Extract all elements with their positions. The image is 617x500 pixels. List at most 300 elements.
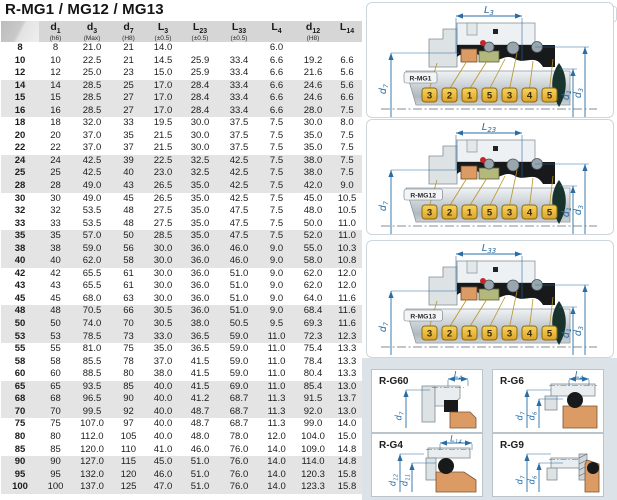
value-cell: 66 [112,305,145,318]
value-cell: 36.0 [181,243,219,256]
value-cell: 13.3 [337,355,357,367]
row-label-cell: 8 [17,42,23,53]
svg-text:d7: $d_7$ [515,475,527,485]
value-cell: 23.0 [145,167,181,180]
table-body [1,42,362,494]
value-cell: 9.0 [269,292,284,304]
value-cell: 80 [123,368,134,380]
value-cell: 7.5 [259,180,294,193]
svg-text:R-MG13: R-MG13 [410,313,437,321]
value-cell: 88.5 [82,368,102,380]
table-row [1,130,362,143]
row-label-cell: 16 [1,105,39,118]
svg-text:d1: $d_1$ [561,89,573,101]
svg-text:d6: $d_6$ [527,475,539,485]
column-header: $L_3$ (±0.5) [145,21,181,42]
value-cell: 51.0 [181,481,219,494]
value-cell: 21.5 [153,142,173,154]
value-cell: 28 [39,180,72,193]
value-cell: 7.5 [259,167,294,180]
value-cell: 23 [123,67,134,79]
value-cell: 21.6 [303,67,323,79]
row-label-cell: 100 [1,481,39,494]
value-cell: 24.6 [294,92,332,105]
value-cell: 75 [50,418,61,430]
row-label-cell: 85 [14,443,26,455]
seal-cross-section-drawing [367,3,613,117]
value-cell: 120.3 [294,469,332,482]
value-cell: 51.0 [181,456,219,469]
seal-diagram-rmg12 [366,119,614,235]
value-cell: 6.6 [259,92,294,105]
value-cell: 28.0 [294,105,332,118]
value-cell: 36.5 [190,343,210,355]
svg-text:5: 5 [486,90,493,102]
svg-text:R-G9: R-G9 [500,440,524,451]
value-cell: 43 [112,180,145,193]
value-cell: 38.0 [294,155,332,168]
row-label-cell: 70 [1,406,39,419]
value-cell: 14.0 [259,481,294,494]
value-cell: 104.0 [301,430,325,442]
value-cell: 69.0 [219,381,259,394]
svg-text:3: 3 [506,90,513,102]
row-label-cell: 20 [14,129,26,141]
row-label-cell: 25 [1,167,39,180]
value-cell: 28.5 [72,80,112,93]
value-cell: 76.0 [229,443,249,455]
value-cell: 81.0 [82,343,102,355]
value-cell: 45 [50,292,61,304]
seat-detail-rg9 [492,433,604,497]
value-cell: 7.5 [269,129,284,141]
value-cell: 14.0 [267,443,286,455]
value-cell: 27 [112,105,145,118]
value-cell: 50 [39,318,72,331]
svg-text:L4: $L_4$ [574,370,584,382]
value-cell: 45 [123,192,134,204]
value-cell: 35.0 [153,343,173,355]
value-cell: 33.4 [219,105,259,118]
value-cell: 7.5 [269,205,284,217]
svg-text:R-G60: R-G60 [379,376,409,387]
table-row [1,67,362,80]
value-cell: 70 [112,318,145,331]
svg-text:R-MG12: R-MG12 [410,192,437,200]
svg-text:4: 4 [526,90,533,102]
svg-text:2: 2 [446,207,453,219]
table-row [1,268,362,281]
value-cell: 65 [39,381,72,394]
value-cell: 36.0 [181,305,219,318]
value-cell: 90 [112,393,145,406]
value-cell: 24 [39,155,72,168]
value-cell: 32.5 [181,155,219,168]
value-cell: 38.0 [181,318,219,331]
value-cell: 105 [120,430,137,442]
column-header: $L_{23}$ (±0.5) [181,21,219,42]
svg-text:d1: $d_1$ [561,327,573,339]
table-row [1,92,362,105]
value-cell: 62.0 [303,280,323,292]
value-cell: 59.0 [229,355,249,367]
svg-text:5: 5 [546,207,553,219]
value-cell: 93.5 [72,381,112,394]
value-cell: 18 [50,117,61,129]
value-cell: 41.5 [190,368,210,380]
svg-text:d7: $d_7$ [394,411,406,421]
value-cell: 61 [123,280,134,292]
svg-text:R-G4: R-G4 [379,440,403,451]
value-cell: 50 [112,230,145,243]
seal-cross-section-drawing [367,241,613,355]
value-cell: 6.6 [269,54,284,66]
value-cell: 11.6 [332,305,362,318]
header-row [1,21,362,42]
value-cell: 7.5 [332,155,362,168]
svg-text:1: 1 [466,207,473,219]
table-row [1,481,362,494]
value-cell: 47.5 [219,230,259,243]
value-cell: 9.0 [259,255,294,268]
value-cell: 6.6 [332,92,362,105]
value-cell: 6.6 [259,105,294,118]
value-cell: 19.5 [153,117,173,129]
column-header: $d_{12}$ (H8) [294,21,332,42]
table-row [1,155,362,168]
value-cell: 37 [123,142,134,154]
value-cell: 43 [50,280,61,292]
value-cell: 25 [39,167,72,180]
value-cell: 11.3 [259,406,294,419]
svg-text:3: 3 [506,328,513,340]
value-cell: 73 [112,331,145,344]
svg-text:2: 2 [446,90,453,102]
table-row [1,42,362,55]
value-cell: 75 [123,343,134,355]
value-cell: 14.0 [259,469,294,482]
value-cell: 115 [112,456,145,469]
row-label-cell: 75 [14,418,26,430]
value-cell: 42 [50,267,61,279]
value-cell: 91.5 [294,393,332,406]
value-cell: 55.0 [294,243,332,256]
value-cell: 25.9 [190,67,210,79]
table-row [1,142,362,155]
value-cell: 76.0 [219,456,259,469]
value-cell: 63 [123,292,134,304]
value-cell: 37.5 [229,142,249,154]
table-row [1,368,362,381]
value-cell: 58.0 [294,255,332,268]
seal-diagram-rmg1 [366,2,614,118]
table-row [1,406,362,419]
value-cell: 21 [123,42,134,53]
table-row [1,218,362,231]
value-cell: 37.5 [229,129,249,141]
value-cell: 30.0 [190,117,210,129]
value-cell: 41.5 [181,381,219,394]
row-label-cell: 68 [1,393,39,406]
row-label-cell: 65 [1,381,39,394]
value-cell: 80 [50,430,61,442]
value-cell: 14.0 [337,418,357,430]
value-cell: 48.0 [303,205,323,217]
value-cell: 13.0 [332,381,362,394]
svg-text:5: 5 [546,328,553,340]
value-cell: 65.5 [82,267,102,279]
dimension-table [1,21,362,494]
value-cell: 9.0 [269,280,284,292]
value-cell: 11.0 [259,331,294,344]
value-cell: 30.0 [153,267,173,279]
value-cell: 100 [39,481,72,494]
svg-text:1: 1 [466,90,473,102]
value-cell: 109.0 [301,443,325,455]
row-label-cell: 55 [14,343,26,355]
value-cell: 47.5 [229,217,249,229]
svg-text:3: 3 [506,207,513,219]
value-cell: 36.0 [190,292,210,304]
value-cell: 35.0 [190,192,210,204]
value-cell: 40.0 [145,393,181,406]
value-cell: 40.0 [153,418,173,430]
svg-text:d12: $d_{12}$ [388,473,400,487]
svg-text:L14: $L_{14}$ [450,434,462,446]
value-cell: 5.6 [332,80,362,93]
table-row [1,167,362,180]
value-cell: 78.0 [229,430,249,442]
row-label-cell: 18 [14,117,26,129]
table-row [1,243,362,256]
value-cell [294,42,332,55]
page-title: R-MG1 / MG12 / MG13 [5,1,164,18]
value-cell: 11.6 [338,292,356,304]
value-cell: 48 [39,305,72,318]
value-cell: 14.5 [153,54,173,66]
value-cell: 35 [123,129,134,141]
value-cell: 46.0 [219,243,259,256]
row-label-cell: 14 [1,80,39,93]
value-cell: 45.0 [303,192,323,204]
value-cell: 32.5 [181,167,219,180]
table-row [1,418,362,431]
row-label-cell: 32 [14,205,26,217]
value-cell: 7.5 [269,192,284,204]
svg-text:d7: $d_7$ [378,200,390,212]
value-cell: 36.0 [190,267,210,279]
value-cell: 14.8 [332,456,362,469]
value-cell: 49.0 [82,192,102,204]
value-cell: 127.0 [72,456,112,469]
seal-diagram-rmg13 [366,240,614,358]
value-cell: 114.0 [294,456,332,469]
value-cell: 30.0 [145,255,181,268]
value-cell: 20 [50,129,61,141]
row-label-cell: 33 [14,217,26,229]
value-cell: 25 [112,80,145,93]
row-label-cell: 60 [14,368,26,380]
value-cell: 123.3 [294,481,332,494]
svg-text:4: 4 [526,207,533,219]
value-cell: 68.7 [219,393,259,406]
value-cell: 22.5 [82,54,102,66]
value-cell: 59.0 [229,368,249,380]
value-cell: 40.0 [145,381,181,394]
value-cell: 33 [123,117,134,129]
value-cell: 92 [112,406,145,419]
value-cell: 42.5 [219,180,259,193]
value-cell: 7.5 [269,142,284,154]
value-cell: 28.4 [181,80,219,93]
table-row [1,180,362,193]
table-row [1,444,362,457]
svg-text:R-MG1: R-MG1 [409,75,432,83]
value-cell: 13.3 [337,343,357,355]
value-cell: 42.5 [219,167,259,180]
value-cell: 47.0 [145,481,181,494]
value-cell: 68.7 [219,406,259,419]
value-cell: 9.5 [259,318,294,331]
value-cell: 28.4 [181,105,219,118]
value-cell: 14 [39,80,72,93]
svg-text:5: 5 [486,207,493,219]
value-cell: 5.6 [340,67,354,79]
value-cell [181,42,219,55]
value-cell: 14.0 [153,42,173,53]
value-cell: 53.5 [82,217,102,229]
row-label-cell: 24 [1,155,39,168]
row-label-cell: 43 [14,280,26,292]
svg-text:L23: $L_{23}$ [481,122,497,134]
value-cell: 21.0 [82,42,102,53]
value-cell: 42.0 [294,180,332,193]
value-cell: 21.5 [153,129,173,141]
value-cell: 97 [123,418,134,430]
svg-text:L3: $L_3$ [483,5,495,17]
value-cell: 38.0 [153,368,173,380]
value-cell: 11.3 [259,393,294,406]
row-label-cell: 22 [14,142,26,154]
value-cell: 56 [112,243,145,256]
svg-text:L4: $L_4$ [453,370,463,382]
table-row [1,55,362,68]
value-cell: 9.0 [332,180,362,193]
value-cell: 28.5 [72,105,112,118]
value-cell: 76.0 [219,481,259,494]
value-cell: 53.5 [82,205,102,217]
row-label-cell: 80 [14,430,26,442]
seat-cross-section-drawing [493,370,601,430]
value-cell: 35 [39,230,72,243]
value-cell: 99.0 [303,418,323,430]
value-cell: 61 [123,267,134,279]
value-cell: 35.0 [181,180,219,193]
value-cell: 6.6 [269,67,284,79]
value-cell: 48.7 [181,406,219,419]
value-cell: 107.0 [80,418,104,430]
value-cell: 12.0 [337,267,357,279]
svg-text:3: 3 [426,90,433,102]
value-cell: 15 [39,92,72,105]
value-cell: 59.0 [72,243,112,256]
value-cell: 92.0 [294,406,332,419]
value-cell: 35.0 [190,217,210,229]
seat-detail-rg6 [492,369,604,433]
svg-text:5: 5 [486,328,493,340]
value-cell: 30.0 [190,129,210,141]
value-cell: 16 [39,105,72,118]
value-cell: 11.6 [332,318,362,331]
value-cell: 46.0 [145,469,181,482]
table-row [1,356,362,369]
value-cell: 68 [39,393,72,406]
value-cell: 85.5 [82,355,102,367]
value-cell: 51.0 [229,267,249,279]
value-cell: 6.6 [259,80,294,93]
value-cell: 22 [50,142,61,154]
value-cell: 26.5 [153,192,173,204]
table-row [1,193,362,206]
value-cell: 10.5 [337,192,357,204]
value-cell: 41.2 [181,393,219,406]
value-cell: 85 [50,443,61,455]
column-header: $d_7$ (H8) [112,21,145,42]
value-cell: 62.0 [72,255,112,268]
value-cell: 78 [123,355,134,367]
value-cell: 13.0 [332,406,362,419]
value-cell: 6.0 [269,42,284,53]
value-cell: 8.0 [340,117,354,129]
table-row [1,469,362,482]
value-cell: 35.0 [303,142,323,154]
value-cell: 53 [39,331,72,344]
table-row [1,255,362,268]
row-label-cell: 40 [1,255,39,268]
value-cell: 17.0 [145,105,181,118]
value-cell: 132.0 [72,469,112,482]
value-cell: 42.5 [219,155,259,168]
value-cell: 125 [112,481,145,494]
value-cell: 30.0 [153,292,173,304]
seat-cross-section-drawing [372,434,480,494]
value-cell: 28.4 [181,92,219,105]
value-cell: 7.5 [269,117,284,129]
value-cell: 48 [123,205,134,217]
seal-cross-section-drawing [367,120,613,234]
value-cell: 40 [112,167,145,180]
table-row [1,318,362,331]
svg-text:3: 3 [426,328,433,340]
value-cell: 32.0 [82,117,102,129]
value-cell: 13.3 [337,368,357,380]
table-header [1,21,362,42]
row-label-cell: 95 [1,469,39,482]
svg-text:d7: $d_7$ [378,83,390,95]
value-cell: 30.0 [190,142,210,154]
value-cell: 46.0 [219,255,259,268]
value-cell: 42.5 [229,192,249,204]
value-cell [332,42,362,55]
value-cell: 90 [39,456,72,469]
value-cell: 49.0 [72,180,112,193]
seat-detail-rg60 [371,369,483,433]
value-cell: 36.0 [190,280,210,292]
value-cell: 14.0 [259,456,294,469]
value-cell: 42.5 [72,167,112,180]
value-cell: 38.0 [294,167,332,180]
value-cell: 10.3 [332,243,362,256]
